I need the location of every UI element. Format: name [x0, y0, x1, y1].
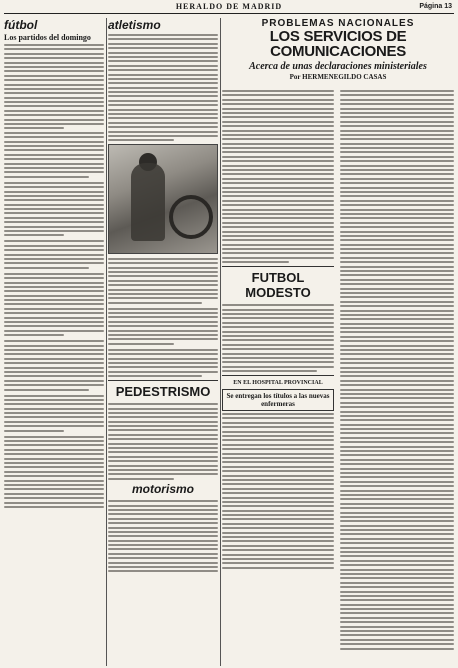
column-divider: [220, 18, 221, 666]
headline: LOS SERVICIOS DE COMUNICACIONES: [269, 28, 407, 60]
boxed-headline: Se entregan los títulos a las nuevas enfermeras: [222, 389, 334, 411]
masthead: [4, 2, 454, 14]
section-title-motorismo: motorismo: [131, 482, 194, 497]
newspaper-page: [4, 2, 454, 666]
masthead-page-number: Página 13: [419, 3, 452, 10]
column-national-problems: [222, 18, 454, 666]
news-photo: [108, 144, 218, 254]
masthead-paper-name: HERALDO DE MADRID: [175, 2, 283, 11]
article-title: Los partidos del domingo: [4, 33, 91, 42]
column-divider: [106, 18, 107, 666]
photo-bicycle-wheel: [169, 195, 213, 239]
section-title-hospital: EN EL HOSPITAL PROVINCIAL: [233, 380, 323, 387]
photo-figure-body: [131, 163, 165, 241]
subcolumn-left: [222, 88, 334, 658]
article-body: [4, 44, 104, 178]
column-athletics: [108, 18, 218, 666]
subheadline: Acerca de unas declaraciones ministeriales: [249, 61, 427, 72]
column-football: [4, 18, 104, 666]
section-title-pedestrismo: PEDESTRISMO: [115, 384, 211, 400]
byline: Por HERMENEGILDO CASAS: [289, 73, 387, 81]
section-title-atletismo: atletismo: [108, 18, 161, 32]
section-title-futbol: fútbol: [4, 18, 38, 32]
section-title-problemas-nacionales: PROBLEMAS NACIONALES: [261, 18, 415, 29]
section-title-futbol-modesto: FUTBOL MODESTO: [245, 270, 311, 301]
subcolumn-right: [340, 88, 454, 658]
